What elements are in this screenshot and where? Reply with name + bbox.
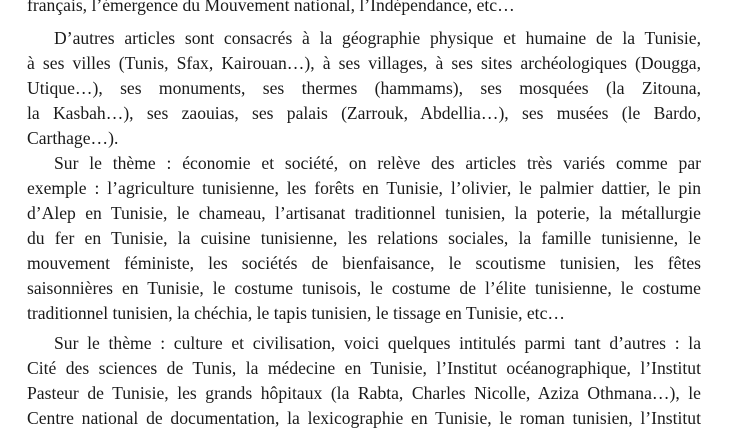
- text-line: Utique…), ses monuments, ses thermes (hammams), ses mosquées (la Zitouna,: [27, 78, 701, 98]
- text-line: exemple : l’agriculture tunisienne, les forêts en Tunisie, l’olivier, le palmier dattier, le pin: [27, 178, 701, 198]
- text-line: saisonnières en Tunisie, le costume tunisois, le costume de l’élite tunisienne, le costume: [27, 278, 701, 298]
- text-line: à ses villes (Tunis, Sfax, Kairouan…), à ses villages, à ses sites archéologiques (Dougga,: [27, 53, 701, 73]
- text-line: mouvement féministe, les sociétés de bienfaisance, le scoutisme tunisien, les fêtes: [27, 253, 701, 273]
- paragraph-first-line: Sur le thème : économie et société, on relève des articles très variés comme par: [54, 153, 701, 173]
- text-line: Pasteur de Tunisie, les grands hôpitaux (la Rabta, Charles Nicolle, Aziza Othmana…), le: [27, 383, 701, 403]
- paragraph-first-line: Sur le thème : culture et civilisation, voici quelques intitulés parmi tant d’autres : la: [54, 333, 701, 353]
- text-line: français, l’émergence du Mouvement national, l’Indépendance, etc…: [27, 0, 515, 15]
- text-line: d’Alep en Tunisie, le chameau, l’artisanat traditionnel tunisien, la poterie, la métallurgie: [27, 203, 701, 223]
- text-line: Centre national de documentation, la lexicographie en Tunisie, le roman tunisien, l’Institut: [27, 408, 701, 428]
- text-line: traditionnel tunisien, la chéchia, le tapis tunisien, le tissage en Tunisie, etc…: [27, 303, 565, 323]
- paragraph-first-line: D’autres articles sont consacrés à la géographie physique et humaine de la Tunisie,: [54, 28, 701, 48]
- text-line: du fer en Tunisie, la cuisine tunisienne, les relations sociales, la famille tunisienne, le: [27, 228, 701, 248]
- text-line: Carthage…).: [27, 128, 119, 148]
- text-line: la Kasbah…), ses zaouias, ses palais (Zarrouk, Abdellia…), ses musées (le Bardo,: [27, 103, 701, 123]
- text-line: Cité des sciences de Tunis, la médecine en Tunisie, l’Institut océanographique, l’Institut: [27, 358, 701, 378]
